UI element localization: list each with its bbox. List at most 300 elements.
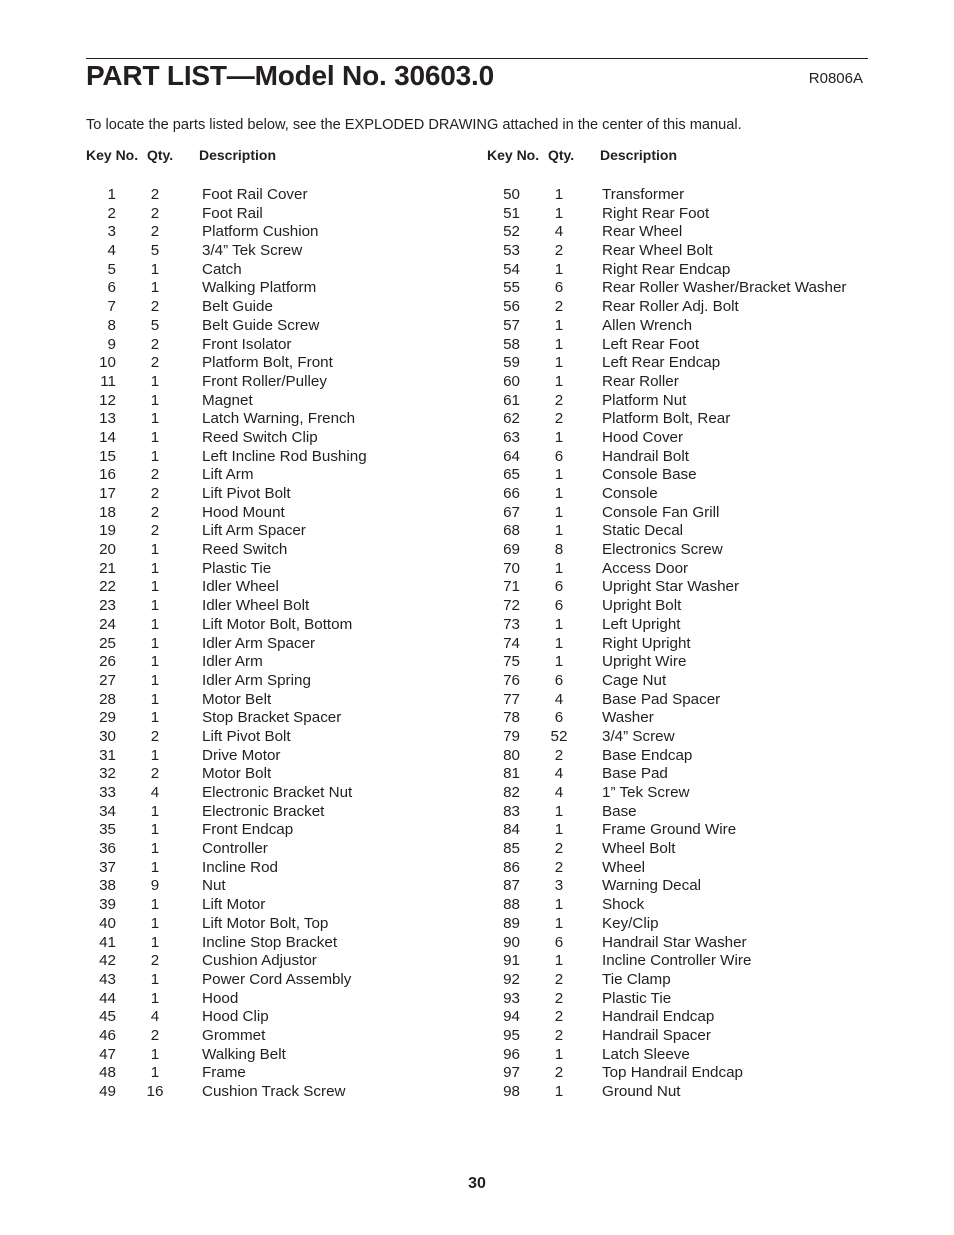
part-row bbox=[487, 279, 887, 298]
part-description: Foot Rail bbox=[202, 204, 263, 222]
part-key-no: 20 bbox=[99, 541, 116, 559]
part-description: Electronics Screw bbox=[602, 541, 723, 559]
part-description: Left Incline Rod Bushing bbox=[202, 447, 367, 465]
part-row bbox=[487, 803, 887, 822]
part-description: Frame bbox=[202, 1064, 246, 1082]
part-key-no: 23 bbox=[99, 597, 116, 615]
part-description: Transformer bbox=[602, 186, 685, 203]
part-row bbox=[487, 765, 887, 784]
part-description: Lift Motor bbox=[202, 896, 266, 914]
part-description: Drive Motor bbox=[202, 746, 281, 764]
part-description: Front Endcap bbox=[202, 821, 294, 839]
part-row bbox=[487, 653, 887, 672]
part-key-no: 96 bbox=[503, 1045, 520, 1063]
part-key-no: 35 bbox=[99, 821, 116, 839]
part-qty: 5 bbox=[150, 242, 160, 260]
part-key-no: 25 bbox=[99, 634, 116, 652]
part-description: Controller bbox=[202, 840, 268, 858]
part-key-no: 51 bbox=[503, 204, 520, 222]
part-qty: 4 bbox=[554, 223, 564, 241]
part-description: Belt Guide Screw bbox=[202, 316, 320, 334]
part-description: Left Rear Endcap bbox=[602, 354, 721, 372]
part-description: Right Rear Endcap bbox=[602, 260, 731, 278]
part-qty: 1 bbox=[554, 821, 564, 839]
part-row bbox=[487, 952, 887, 971]
part-qty: 1 bbox=[150, 989, 160, 1007]
part-qty: 1 bbox=[554, 335, 564, 353]
part-qty: 1 bbox=[150, 933, 160, 951]
part-qty: 2 bbox=[150, 204, 160, 222]
part-qty: 1 bbox=[150, 840, 160, 858]
part-key-no: 85 bbox=[503, 840, 520, 858]
part-row bbox=[487, 877, 887, 896]
part-qty: 9 bbox=[150, 877, 160, 895]
part-qty: 2 bbox=[150, 186, 160, 203]
part-description: Magnet bbox=[202, 391, 253, 409]
part-qty: 2 bbox=[150, 223, 160, 241]
part-key-no: 97 bbox=[503, 1064, 520, 1082]
column-header bbox=[86, 146, 486, 164]
part-key-no: 12 bbox=[99, 391, 116, 409]
part-key-no: 47 bbox=[99, 1045, 116, 1063]
part-qty: 1 bbox=[150, 802, 160, 820]
part-key-no: 48 bbox=[99, 1064, 116, 1082]
part-description: Allen Wrench bbox=[602, 316, 693, 334]
part-qty: 2 bbox=[554, 989, 564, 1007]
part-description: Upright Wire bbox=[602, 653, 687, 671]
part-description: Platform Bolt, Rear bbox=[602, 410, 731, 428]
part-row bbox=[487, 915, 887, 934]
part-description: Front Isolator bbox=[202, 335, 292, 353]
part-key-no: 4 bbox=[107, 242, 116, 260]
part-key-no: 16 bbox=[99, 466, 116, 484]
part-description: Washer bbox=[602, 709, 654, 727]
part-description: Idler Arm bbox=[202, 653, 263, 671]
part-description: Base Endcap bbox=[602, 746, 693, 764]
part-row bbox=[487, 896, 887, 915]
part-qty: 2 bbox=[554, 410, 564, 428]
part-key-no: 57 bbox=[503, 316, 520, 334]
part-row bbox=[86, 1064, 486, 1083]
part-row bbox=[86, 317, 486, 336]
column-header bbox=[487, 146, 887, 164]
part-qty: 8 bbox=[554, 541, 564, 559]
part-qty: 1 bbox=[150, 1045, 160, 1063]
part-qty: 2 bbox=[150, 298, 160, 316]
part-key-no: 71 bbox=[503, 578, 520, 596]
part-description: Grommet bbox=[202, 1026, 266, 1044]
part-row bbox=[86, 859, 486, 878]
part-key-no: 77 bbox=[503, 690, 520, 708]
part-key-no: 91 bbox=[503, 952, 520, 970]
part-description: Shock bbox=[602, 896, 645, 914]
part-qty: 1 bbox=[150, 559, 160, 577]
part-key-no: 28 bbox=[99, 690, 116, 708]
part-row bbox=[487, 223, 887, 242]
part-row bbox=[86, 952, 486, 971]
part-qty: 1 bbox=[150, 410, 160, 428]
part-description: Idler Wheel bbox=[202, 578, 279, 596]
part-qty: 1 bbox=[150, 372, 160, 390]
part-qty: 1 bbox=[150, 709, 160, 727]
part-description: Left Rear Foot bbox=[602, 335, 700, 353]
part-description: Handrail Star Washer bbox=[602, 933, 747, 951]
part-key-no: 66 bbox=[503, 485, 520, 502]
part-qty: 6 bbox=[554, 279, 564, 297]
part-key-no: 72 bbox=[503, 597, 520, 615]
part-row bbox=[487, 186, 887, 205]
part-qty: 1 bbox=[150, 541, 160, 559]
part-row bbox=[487, 560, 887, 579]
part-qty: 6 bbox=[554, 597, 564, 615]
part-row bbox=[86, 971, 486, 990]
part-qty: 2 bbox=[554, 1026, 564, 1044]
part-description: Upright Bolt bbox=[602, 597, 682, 615]
part-key-no: 75 bbox=[503, 653, 520, 671]
part-row bbox=[86, 410, 486, 429]
part-row bbox=[86, 691, 486, 710]
parts-rows-right bbox=[487, 186, 887, 1102]
part-description: Incline Controller Wire bbox=[602, 952, 752, 970]
part-qty: 1 bbox=[554, 186, 564, 203]
part-description: Platform Bolt, Front bbox=[202, 354, 333, 372]
part-row bbox=[86, 298, 486, 317]
part-key-no: 54 bbox=[503, 260, 520, 278]
part-description: Nut bbox=[202, 877, 226, 895]
part-description: Idler Arm Spacer bbox=[202, 634, 316, 652]
part-description: 3/4” Screw bbox=[602, 727, 675, 745]
part-description: Right Rear Foot bbox=[602, 204, 710, 222]
part-key-no: 44 bbox=[99, 989, 116, 1007]
part-qty: 1 bbox=[554, 503, 564, 521]
part-qty: 1 bbox=[554, 466, 564, 484]
part-key-no: 64 bbox=[503, 447, 520, 465]
part-key-no: 67 bbox=[503, 503, 520, 521]
part-key-no: 56 bbox=[503, 298, 520, 316]
part-key-no: 93 bbox=[503, 989, 520, 1007]
part-row bbox=[86, 990, 486, 1009]
part-row bbox=[487, 784, 887, 803]
part-description: Base Pad Spacer bbox=[602, 690, 721, 708]
part-description: Lift Motor Bolt, Top bbox=[202, 914, 329, 932]
part-row bbox=[86, 728, 486, 747]
part-qty: 1 bbox=[150, 634, 160, 652]
part-row bbox=[487, 709, 887, 728]
part-row bbox=[86, 934, 486, 953]
part-key-no: 2 bbox=[107, 204, 116, 222]
part-key-no: 9 bbox=[107, 335, 116, 353]
part-key-no: 30 bbox=[99, 727, 116, 745]
part-qty: 2 bbox=[150, 952, 160, 970]
part-row bbox=[86, 261, 486, 280]
part-description: Base Pad bbox=[602, 765, 668, 783]
part-qty: 1 bbox=[554, 204, 564, 222]
part-description: Platform Cushion bbox=[202, 223, 319, 241]
part-description: Lift Arm Spacer bbox=[202, 522, 306, 540]
part-qty: 1 bbox=[554, 802, 564, 820]
part-description: Front Roller/Pulley bbox=[202, 372, 327, 390]
part-qty: 2 bbox=[554, 840, 564, 858]
part-qty: 6 bbox=[554, 578, 564, 596]
part-row bbox=[487, 691, 887, 710]
part-row bbox=[487, 410, 887, 429]
part-key-no: 58 bbox=[503, 335, 520, 353]
part-description: 3/4” Tek Screw bbox=[202, 242, 303, 260]
part-row bbox=[86, 522, 486, 541]
part-description: Idler Arm Spring bbox=[202, 671, 311, 689]
part-description: Console Fan Grill bbox=[602, 503, 720, 521]
part-row bbox=[86, 336, 486, 355]
part-qty: 4 bbox=[150, 1008, 160, 1026]
part-key-no: 7 bbox=[107, 298, 116, 316]
part-description: Ground Nut bbox=[602, 1083, 681, 1100]
part-key-no: 63 bbox=[503, 428, 520, 446]
part-description: 1” Tek Screw bbox=[602, 784, 690, 801]
part-key-no: 26 bbox=[99, 653, 116, 671]
part-description: Plastic Tie bbox=[602, 989, 672, 1007]
part-key-no: 62 bbox=[503, 410, 520, 428]
part-row bbox=[86, 896, 486, 915]
part-row bbox=[487, 205, 887, 224]
part-qty: 2 bbox=[554, 242, 564, 260]
part-qty: 1 bbox=[150, 858, 160, 876]
part-row bbox=[86, 392, 486, 411]
part-description: Rear Wheel Bolt bbox=[602, 242, 713, 260]
part-description: Motor Belt bbox=[202, 690, 272, 708]
part-row bbox=[487, 373, 887, 392]
part-qty: 1 bbox=[554, 896, 564, 914]
part-key-no: 13 bbox=[99, 410, 116, 428]
part-row bbox=[487, 541, 887, 560]
part-key-no: 84 bbox=[503, 821, 520, 839]
part-key-no: 81 bbox=[503, 765, 520, 783]
part-qty: 2 bbox=[554, 746, 564, 764]
part-key-no: 34 bbox=[99, 802, 116, 820]
part-row bbox=[86, 784, 486, 803]
part-description: Top Handrail Endcap bbox=[602, 1064, 743, 1082]
part-qty: 1 bbox=[554, 485, 564, 502]
part-qty: 1 bbox=[554, 559, 564, 577]
part-key-no: 60 bbox=[503, 372, 520, 390]
part-key-no: 21 bbox=[99, 559, 116, 577]
header-description: Description bbox=[600, 147, 678, 163]
part-description: Wheel bbox=[602, 858, 646, 876]
part-qty: 2 bbox=[554, 298, 564, 316]
header-description: Description bbox=[199, 147, 277, 163]
part-qty: 1 bbox=[150, 1064, 160, 1082]
part-key-no: 37 bbox=[99, 858, 116, 876]
part-qty: 1 bbox=[150, 279, 160, 297]
part-description: Plastic Tie bbox=[202, 559, 272, 577]
part-key-no: 68 bbox=[503, 522, 520, 540]
part-qty: 1 bbox=[150, 428, 160, 446]
part-row bbox=[86, 560, 486, 579]
part-key-no: 39 bbox=[99, 896, 116, 914]
part-row bbox=[86, 803, 486, 822]
part-qty: 5 bbox=[150, 316, 160, 334]
part-qty: 2 bbox=[150, 1026, 160, 1044]
part-key-no: 95 bbox=[503, 1026, 520, 1044]
part-qty: 2 bbox=[554, 1008, 564, 1026]
part-key-no: 80 bbox=[503, 746, 520, 764]
part-key-no: 5 bbox=[107, 260, 116, 278]
part-row bbox=[86, 279, 486, 298]
part-key-no: 94 bbox=[503, 1008, 520, 1026]
part-qty: 1 bbox=[554, 653, 564, 671]
part-row bbox=[86, 765, 486, 784]
part-row bbox=[487, 1027, 887, 1046]
part-row bbox=[86, 747, 486, 766]
part-qty: 1 bbox=[150, 615, 160, 633]
part-row bbox=[487, 336, 887, 355]
part-qty: 1 bbox=[554, 354, 564, 372]
part-key-no: 31 bbox=[99, 746, 116, 764]
part-key-no: 24 bbox=[99, 615, 116, 633]
part-key-no: 10 bbox=[99, 354, 116, 372]
part-qty: 6 bbox=[554, 671, 564, 689]
part-qty: 6 bbox=[554, 709, 564, 727]
part-row bbox=[487, 728, 887, 747]
part-qty: 6 bbox=[554, 933, 564, 951]
part-key-no: 42 bbox=[99, 952, 116, 970]
part-row bbox=[86, 205, 486, 224]
part-row bbox=[487, 821, 887, 840]
part-key-no: 74 bbox=[503, 634, 520, 652]
part-qty: 1 bbox=[554, 1083, 564, 1100]
part-qty: 2 bbox=[150, 522, 160, 540]
part-description: Walking Belt bbox=[202, 1045, 286, 1063]
part-qty: 1 bbox=[150, 821, 160, 839]
part-key-no: 98 bbox=[503, 1083, 520, 1100]
header-qty: Qty. bbox=[548, 147, 575, 163]
part-row bbox=[487, 1008, 887, 1027]
part-qty: 1 bbox=[150, 391, 160, 409]
part-row bbox=[86, 466, 486, 485]
part-qty: 6 bbox=[554, 447, 564, 465]
part-key-no: 14 bbox=[99, 428, 116, 446]
part-row bbox=[86, 1027, 486, 1046]
part-row bbox=[487, 354, 887, 373]
part-row bbox=[86, 616, 486, 635]
part-description: Hood bbox=[202, 989, 239, 1007]
part-key-no: 45 bbox=[99, 1008, 116, 1026]
part-row bbox=[86, 578, 486, 597]
part-description: Lift Arm bbox=[202, 466, 254, 484]
part-key-no: 59 bbox=[503, 354, 520, 372]
document-code: R0806A bbox=[808, 70, 863, 87]
part-key-no: 19 bbox=[99, 522, 116, 540]
part-description: Console Base bbox=[602, 466, 697, 484]
part-qty: 1 bbox=[554, 914, 564, 932]
part-key-no: 40 bbox=[99, 914, 116, 932]
part-qty: 2 bbox=[150, 485, 160, 502]
part-qty: 16 bbox=[146, 1083, 164, 1100]
part-row bbox=[86, 877, 486, 896]
parts-column-left bbox=[86, 146, 486, 1102]
part-key-no: 33 bbox=[99, 784, 116, 801]
part-row bbox=[86, 186, 486, 205]
part-qty: 1 bbox=[150, 260, 160, 278]
part-key-no: 76 bbox=[503, 671, 520, 689]
part-key-no: 15 bbox=[99, 447, 116, 465]
part-qty: 1 bbox=[150, 671, 160, 689]
part-qty: 1 bbox=[150, 914, 160, 932]
part-row bbox=[487, 859, 887, 878]
part-description: Warning Decal bbox=[602, 877, 702, 895]
part-row bbox=[487, 504, 887, 523]
part-description: Lift Pivot Bolt bbox=[202, 727, 291, 745]
part-key-no: 78 bbox=[503, 709, 520, 727]
part-description: Right Upright bbox=[602, 634, 691, 652]
part-row bbox=[86, 223, 486, 242]
part-key-no: 18 bbox=[99, 503, 116, 521]
part-key-no: 79 bbox=[503, 727, 520, 745]
part-row bbox=[86, 504, 486, 523]
part-description: Lift Pivot Bolt bbox=[202, 485, 291, 502]
part-row bbox=[86, 840, 486, 859]
parts-rows-left bbox=[86, 186, 486, 1102]
part-description: Handrail Bolt bbox=[602, 447, 689, 465]
part-description: Idler Wheel Bolt bbox=[202, 597, 310, 615]
part-description: Belt Guide bbox=[202, 298, 273, 316]
part-row bbox=[487, 578, 887, 597]
part-key-no: 17 bbox=[99, 485, 116, 502]
part-row bbox=[487, 672, 887, 691]
part-row bbox=[487, 448, 887, 467]
part-key-no: 38 bbox=[99, 877, 116, 895]
part-key-no: 8 bbox=[107, 316, 116, 334]
part-row bbox=[487, 466, 887, 485]
part-key-no: 70 bbox=[503, 559, 520, 577]
intro-text: To locate the parts listed below, see the EXPLODED DRAWING attached in the center of this manual. bbox=[86, 117, 742, 133]
part-key-no: 92 bbox=[503, 970, 520, 988]
part-qty: 2 bbox=[150, 335, 160, 353]
part-qty: 1 bbox=[150, 970, 160, 988]
part-row bbox=[487, 242, 887, 261]
part-key-no: 89 bbox=[503, 914, 520, 932]
part-row bbox=[86, 429, 486, 448]
part-qty: 2 bbox=[150, 765, 160, 783]
part-row bbox=[86, 373, 486, 392]
part-row bbox=[487, 1046, 887, 1065]
page-number: 30 bbox=[468, 1175, 486, 1192]
part-key-no: 87 bbox=[503, 877, 520, 895]
part-qty: 1 bbox=[554, 1045, 564, 1063]
part-qty: 4 bbox=[554, 784, 564, 801]
part-qty: 1 bbox=[554, 522, 564, 540]
part-row bbox=[86, 1046, 486, 1065]
part-description: Cushion Adjustor bbox=[202, 952, 317, 970]
part-description: Incline Stop Bracket bbox=[202, 933, 338, 951]
part-description: Frame Ground Wire bbox=[602, 821, 737, 839]
part-row bbox=[487, 934, 887, 953]
part-key-no: 53 bbox=[503, 242, 520, 260]
part-key-no: 83 bbox=[503, 802, 520, 820]
part-description: Latch Sleeve bbox=[602, 1045, 690, 1063]
part-qty: 2 bbox=[554, 1064, 564, 1082]
part-key-no: 61 bbox=[503, 391, 520, 409]
part-qty: 2 bbox=[150, 466, 160, 484]
part-row bbox=[86, 672, 486, 691]
part-description: Hood Cover bbox=[602, 428, 684, 446]
part-qty: 1 bbox=[150, 597, 160, 615]
part-description: Access Door bbox=[602, 559, 689, 577]
part-key-no: 3 bbox=[107, 223, 116, 241]
part-key-no: 69 bbox=[503, 541, 520, 559]
part-key-no: 86 bbox=[503, 858, 520, 876]
part-row bbox=[487, 597, 887, 616]
part-row bbox=[86, 821, 486, 840]
